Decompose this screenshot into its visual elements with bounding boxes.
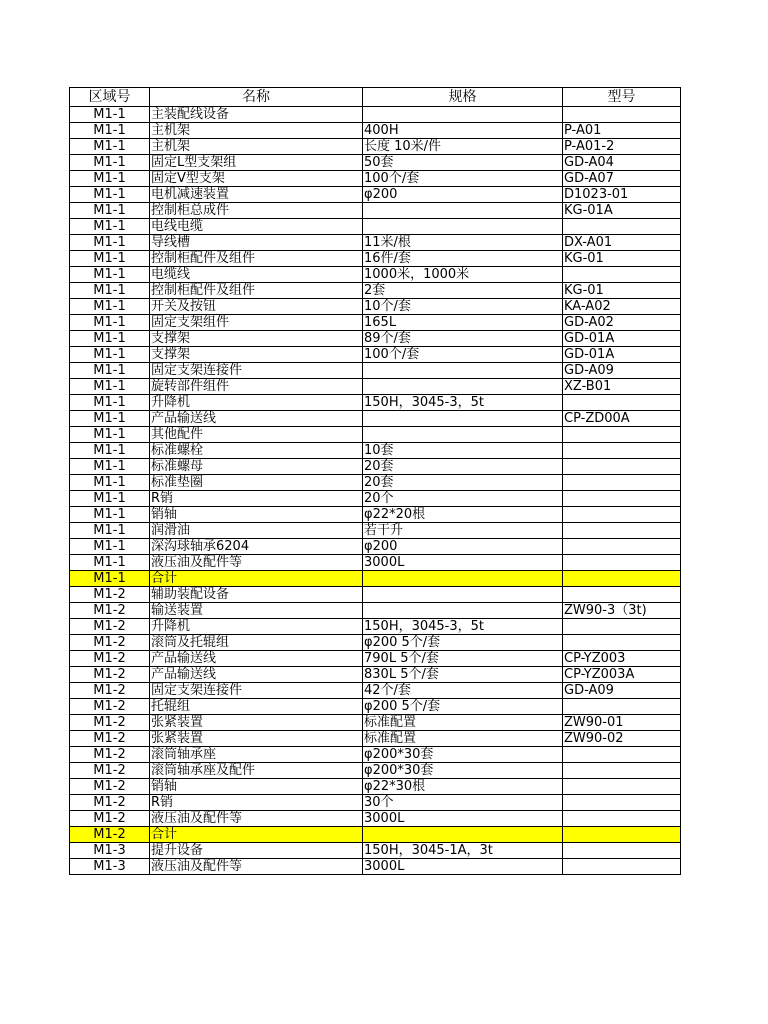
cell-name[interactable]: 固定L型支架组	[150, 155, 363, 171]
cell-spec[interactable]: 3000L	[363, 555, 563, 571]
table-row	[70, 347, 681, 363]
cell-area-code[interactable]: M1-3	[70, 843, 150, 859]
cell-name[interactable]: 升降机	[150, 619, 363, 635]
cell-spec[interactable]: 3000L	[363, 811, 563, 827]
table-row	[70, 651, 681, 667]
cell-name[interactable]: 电机减速装置	[150, 187, 363, 203]
cell-area-code[interactable]: M1-1	[70, 443, 150, 459]
cell-model[interactable]	[563, 395, 681, 411]
cell-model[interactable]: GD-A02	[563, 315, 681, 331]
cell-spec[interactable]: 150H，3045-1A，3t	[363, 843, 563, 859]
table-row	[70, 507, 681, 523]
cell-spec[interactable]: 标准配置	[363, 731, 563, 747]
cell-model[interactable]: CP-YZ003	[563, 651, 681, 667]
table-row	[70, 187, 681, 203]
cell-spec[interactable]	[363, 203, 563, 219]
cell-area-code[interactable]: M1-1	[70, 491, 150, 507]
cell-area-code[interactable]: M1-2	[70, 715, 150, 731]
cell-name[interactable]: 控制柜配件及组件	[150, 251, 363, 267]
cell-model[interactable]: KG-01	[563, 251, 681, 267]
table-row	[70, 443, 681, 459]
header-area-code[interactable]: 区域号	[70, 88, 150, 107]
cell-spec[interactable]: 20套	[363, 459, 563, 475]
table-row	[70, 811, 681, 827]
cell-area-code[interactable]: M1-1	[70, 187, 150, 203]
cell-spec[interactable]	[363, 107, 563, 123]
cell-model[interactable]: DX-A01	[563, 235, 681, 251]
cell-spec[interactable]: 20个	[363, 491, 563, 507]
cell-spec[interactable]	[363, 411, 563, 427]
cell-area-code[interactable]: M1-1	[70, 395, 150, 411]
cell-spec[interactable]: 100个/套	[363, 347, 563, 363]
total-row	[70, 571, 681, 587]
cell-model[interactable]	[563, 427, 681, 443]
cell-model[interactable]	[563, 587, 681, 603]
cell-name[interactable]: 固定支架组件	[150, 315, 363, 331]
cell-area-code[interactable]: M1-1	[70, 267, 150, 283]
cell-area-code[interactable]: M1-1	[70, 155, 150, 171]
cell-model[interactable]: GD-A07	[563, 171, 681, 187]
cell-name[interactable]: 提升设备	[150, 843, 363, 859]
table-row	[70, 795, 681, 811]
cell-model[interactable]	[563, 779, 681, 795]
table-row	[70, 843, 681, 859]
cell-name[interactable]: 其他配件	[150, 427, 363, 443]
cell-spec[interactable]	[363, 427, 563, 443]
table-row	[70, 587, 681, 603]
cell-name[interactable]: 主机架	[150, 123, 363, 139]
cell-area-code[interactable]: M1-2	[70, 731, 150, 747]
cell-name[interactable]: 固定支架连接件	[150, 683, 363, 699]
cell-name[interactable]: 合计	[150, 827, 363, 843]
cell-spec[interactable]: 89个/套	[363, 331, 563, 347]
cell-model[interactable]: ZW90-02	[563, 731, 681, 747]
cell-name[interactable]: 标准螺母	[150, 459, 363, 475]
cell-area-code[interactable]: M1-1	[70, 427, 150, 443]
header-spec[interactable]: 规格	[363, 88, 563, 107]
cell-area-code[interactable]: M1-2	[70, 603, 150, 619]
table-row	[70, 555, 681, 571]
header-row	[70, 88, 681, 107]
table-row	[70, 699, 681, 715]
cell-spec[interactable]: 16件/套	[363, 251, 563, 267]
cell-name[interactable]: 控制柜配件及组件	[150, 283, 363, 299]
cell-model[interactable]	[563, 571, 681, 587]
cell-model[interactable]: CP-YZ003A	[563, 667, 681, 683]
cell-model[interactable]	[563, 523, 681, 539]
table-row	[70, 683, 681, 699]
cell-name[interactable]: 销轴	[150, 507, 363, 523]
cell-name[interactable]: 液压油及配件等	[150, 859, 363, 875]
cell-spec[interactable]: 30个	[363, 795, 563, 811]
header-model[interactable]: 型号	[563, 88, 681, 107]
cell-name[interactable]: 升降机	[150, 395, 363, 411]
cell-area-code[interactable]: M1-1	[70, 235, 150, 251]
cell-area-code[interactable]: M1-2	[70, 779, 150, 795]
cell-spec[interactable]: 标准配置	[363, 715, 563, 731]
cell-area-code[interactable]: M1-1	[70, 139, 150, 155]
table-row	[70, 299, 681, 315]
cell-model[interactable]	[563, 107, 681, 123]
cell-model[interactable]	[563, 507, 681, 523]
cell-spec[interactable]	[363, 571, 563, 587]
table-row	[70, 315, 681, 331]
cell-area-code[interactable]: M1-1	[70, 219, 150, 235]
table-row	[70, 267, 681, 283]
table-row	[70, 123, 681, 139]
cell-area-code[interactable]: M1-1	[70, 539, 150, 555]
cell-name[interactable]: 开关及按钮	[150, 299, 363, 315]
cell-name[interactable]: 控制柜总成件	[150, 203, 363, 219]
cell-model[interactable]: GD-A09	[563, 683, 681, 699]
cell-spec[interactable]: φ200*30套	[363, 763, 563, 779]
cell-area-code[interactable]: M1-2	[70, 619, 150, 635]
cell-area-code[interactable]: M1-1	[70, 411, 150, 427]
table-row	[70, 539, 681, 555]
table-row	[70, 715, 681, 731]
cell-name[interactable]: 销轴	[150, 779, 363, 795]
cell-area-code[interactable]: M1-2	[70, 651, 150, 667]
cell-model[interactable]	[563, 811, 681, 827]
cell-spec[interactable]: φ200 5个/套	[363, 635, 563, 651]
cell-model[interactable]: KG-01A	[563, 203, 681, 219]
table-row	[70, 747, 681, 763]
cell-name[interactable]: 滚筒及托辊组	[150, 635, 363, 651]
table-row	[70, 603, 681, 619]
cell-name[interactable]: 电线电缆	[150, 219, 363, 235]
cell-name[interactable]: R销	[150, 795, 363, 811]
cell-spec[interactable]: 若干升	[363, 523, 563, 539]
cell-area-code[interactable]: M1-1	[70, 507, 150, 523]
table-row	[70, 523, 681, 539]
table-row	[70, 475, 681, 491]
cell-spec[interactable]: 长度 10米/件	[363, 139, 563, 155]
cell-area-code[interactable]: M1-2	[70, 683, 150, 699]
table-row	[70, 763, 681, 779]
cell-model[interactable]: GD-A09	[563, 363, 681, 379]
cell-spec[interactable]: 2套	[363, 283, 563, 299]
cell-name[interactable]: 张紧装置	[150, 731, 363, 747]
cell-area-code[interactable]: M1-1	[70, 523, 150, 539]
cell-area-code[interactable]: M1-2	[70, 699, 150, 715]
cell-area-code[interactable]: M1-2	[70, 795, 150, 811]
cell-spec[interactable]: 165L	[363, 315, 563, 331]
cell-name[interactable]: 托辊组	[150, 699, 363, 715]
cell-area-code[interactable]: M1-1	[70, 315, 150, 331]
cell-model[interactable]	[563, 267, 681, 283]
cell-area-code[interactable]: M1-1	[70, 123, 150, 139]
cell-model[interactable]	[563, 795, 681, 811]
table-row	[70, 283, 681, 299]
cell-name[interactable]: 旋转部件组件	[150, 379, 363, 395]
cell-spec[interactable]: 11米/根	[363, 235, 563, 251]
cell-model[interactable]	[563, 459, 681, 475]
cell-area-code[interactable]: M1-2	[70, 811, 150, 827]
cell-name[interactable]: 液压油及配件等	[150, 811, 363, 827]
cell-spec[interactable]: φ200 5个/套	[363, 699, 563, 715]
cell-model[interactable]	[563, 219, 681, 235]
cell-name[interactable]: 固定支架连接件	[150, 363, 363, 379]
cell-spec[interactable]: 100个/套	[363, 171, 563, 187]
cell-name[interactable]: 滚筒轴承座	[150, 747, 363, 763]
cell-spec[interactable]	[363, 379, 563, 395]
cell-name[interactable]: 滚筒轴承座及配件	[150, 763, 363, 779]
cell-spec[interactable]	[363, 587, 563, 603]
cell-area-code[interactable]: M1-1	[70, 283, 150, 299]
cell-spec[interactable]: 150H，3045-3，5t	[363, 395, 563, 411]
cell-model[interactable]: ZW90-3（3t)	[563, 603, 681, 619]
header-name[interactable]: 名称	[150, 88, 363, 107]
table-row	[70, 779, 681, 795]
cell-spec[interactable]	[363, 219, 563, 235]
cell-model[interactable]	[563, 555, 681, 571]
table-row	[70, 331, 681, 347]
table-row	[70, 731, 681, 747]
cell-model[interactable]	[563, 443, 681, 459]
cell-spec[interactable]	[363, 363, 563, 379]
total-row	[70, 827, 681, 843]
cell-model[interactable]: P-A01-2	[563, 139, 681, 155]
cell-spec[interactable]: φ200	[363, 539, 563, 555]
table-row	[70, 379, 681, 395]
table-row	[70, 395, 681, 411]
spreadsheet-table	[69, 87, 681, 875]
cell-area-code[interactable]: M1-2	[70, 635, 150, 651]
cell-model[interactable]	[563, 843, 681, 859]
cell-spec[interactable]	[363, 603, 563, 619]
cell-name[interactable]: 支撑架	[150, 347, 363, 363]
table-row	[70, 251, 681, 267]
cell-spec[interactable]: 10个/套	[363, 299, 563, 315]
table-row	[70, 635, 681, 651]
cell-area-code[interactable]: M1-1	[70, 475, 150, 491]
cell-model[interactable]	[563, 475, 681, 491]
table-row	[70, 411, 681, 427]
table-row	[70, 459, 681, 475]
table-row	[70, 363, 681, 379]
cell-area-code[interactable]: M1-1	[70, 555, 150, 571]
cell-spec[interactable]: 790L 5个/套	[363, 651, 563, 667]
cell-name[interactable]: 合计	[150, 571, 363, 587]
table-body	[70, 107, 681, 875]
cell-model[interactable]: GD-A04	[563, 155, 681, 171]
cell-name[interactable]: 主机架	[150, 139, 363, 155]
cell-name[interactable]: 标准垫圈	[150, 475, 363, 491]
cell-name[interactable]: 产品输送线	[150, 411, 363, 427]
cell-name[interactable]: 导线槽	[150, 235, 363, 251]
cell-model[interactable]	[563, 635, 681, 651]
cell-spec[interactable]: 830L 5个/套	[363, 667, 563, 683]
cell-spec[interactable]: φ22*20根	[363, 507, 563, 523]
cell-model[interactable]	[563, 699, 681, 715]
cell-name[interactable]: 润滑油	[150, 523, 363, 539]
cell-model[interactable]	[563, 859, 681, 875]
cell-spec[interactable]: 400H	[363, 123, 563, 139]
table-row	[70, 491, 681, 507]
table-row	[70, 219, 681, 235]
cell-model[interactable]	[563, 619, 681, 635]
cell-area-code[interactable]: M1-2	[70, 747, 150, 763]
cell-spec[interactable]: 42个/套	[363, 683, 563, 699]
cell-name[interactable]: 液压油及配件等	[150, 555, 363, 571]
cell-model[interactable]: KG-01	[563, 283, 681, 299]
cell-name[interactable]: 辅助装配设备	[150, 587, 363, 603]
cell-spec[interactable]: 50套	[363, 155, 563, 171]
cell-model[interactable]: GD-01A	[563, 331, 681, 347]
cell-name[interactable]: 标准螺栓	[150, 443, 363, 459]
table-row	[70, 619, 681, 635]
table-row	[70, 171, 681, 187]
cell-model[interactable]: P-A01	[563, 123, 681, 139]
cell-area-code[interactable]: M1-1	[70, 347, 150, 363]
cell-name[interactable]: 固定V型支架	[150, 171, 363, 187]
table-row	[70, 107, 681, 123]
cell-model[interactable]	[563, 747, 681, 763]
cell-name[interactable]: 产品输送线	[150, 667, 363, 683]
cell-model[interactable]	[563, 491, 681, 507]
cell-spec[interactable]: 20套	[363, 475, 563, 491]
cell-name[interactable]: 主装配线设备	[150, 107, 363, 123]
cell-model[interactable]	[563, 763, 681, 779]
cell-model[interactable]: ZW90-01	[563, 715, 681, 731]
cell-area-code[interactable]: M1-1	[70, 251, 150, 267]
cell-model[interactable]	[563, 827, 681, 843]
cell-name[interactable]: 张紧装置	[150, 715, 363, 731]
cell-area-code[interactable]: M1-1	[70, 171, 150, 187]
cell-name[interactable]: R销	[150, 491, 363, 507]
cell-name[interactable]: 产品输送线	[150, 651, 363, 667]
cell-area-code[interactable]: M1-1	[70, 379, 150, 395]
cell-name[interactable]: 深沟球轴承6204	[150, 539, 363, 555]
cell-name[interactable]: 支撑架	[150, 331, 363, 347]
cell-area-code[interactable]: M1-1	[70, 363, 150, 379]
cell-area-code[interactable]: M1-1	[70, 107, 150, 123]
cell-model[interactable]: D1023-01	[563, 187, 681, 203]
cell-spec[interactable]: 10套	[363, 443, 563, 459]
cell-spec[interactable]: 150H，3045-3，5t	[363, 619, 563, 635]
table-row	[70, 667, 681, 683]
cell-area-code[interactable]: M1-3	[70, 859, 150, 875]
table-row	[70, 155, 681, 171]
cell-area-code[interactable]: M1-2	[70, 827, 150, 843]
table-row	[70, 203, 681, 219]
table-row	[70, 427, 681, 443]
table-row	[70, 139, 681, 155]
table-row	[70, 235, 681, 251]
cell-model[interactable]: GD-01A	[563, 347, 681, 363]
cell-spec[interactable]: 3000L	[363, 859, 563, 875]
cell-model[interactable]: KA-A02	[563, 299, 681, 315]
cell-area-code[interactable]: M1-2	[70, 587, 150, 603]
cell-spec[interactable]: φ200*30套	[363, 747, 563, 763]
table-row	[70, 859, 681, 875]
cell-area-code[interactable]: M1-2	[70, 763, 150, 779]
cell-spec[interactable]: φ200	[363, 187, 563, 203]
cell-spec[interactable]: φ22*30根	[363, 779, 563, 795]
cell-area-code[interactable]: M1-2	[70, 667, 150, 683]
cell-area-code[interactable]: M1-1	[70, 331, 150, 347]
cell-area-code[interactable]: M1-1	[70, 571, 150, 587]
cell-area-code[interactable]: M1-1	[70, 299, 150, 315]
cell-model[interactable]: XZ-B01	[563, 379, 681, 395]
cell-name[interactable]: 输送装置	[150, 603, 363, 619]
cell-model[interactable]: CP-ZD00A	[563, 411, 681, 427]
cell-area-code[interactable]: M1-1	[70, 203, 150, 219]
cell-model[interactable]	[563, 539, 681, 555]
cell-spec[interactable]	[363, 827, 563, 843]
cell-spec[interactable]: 1000米，1000米	[363, 267, 563, 283]
cell-name[interactable]: 电缆线	[150, 267, 363, 283]
cell-area-code[interactable]: M1-1	[70, 459, 150, 475]
